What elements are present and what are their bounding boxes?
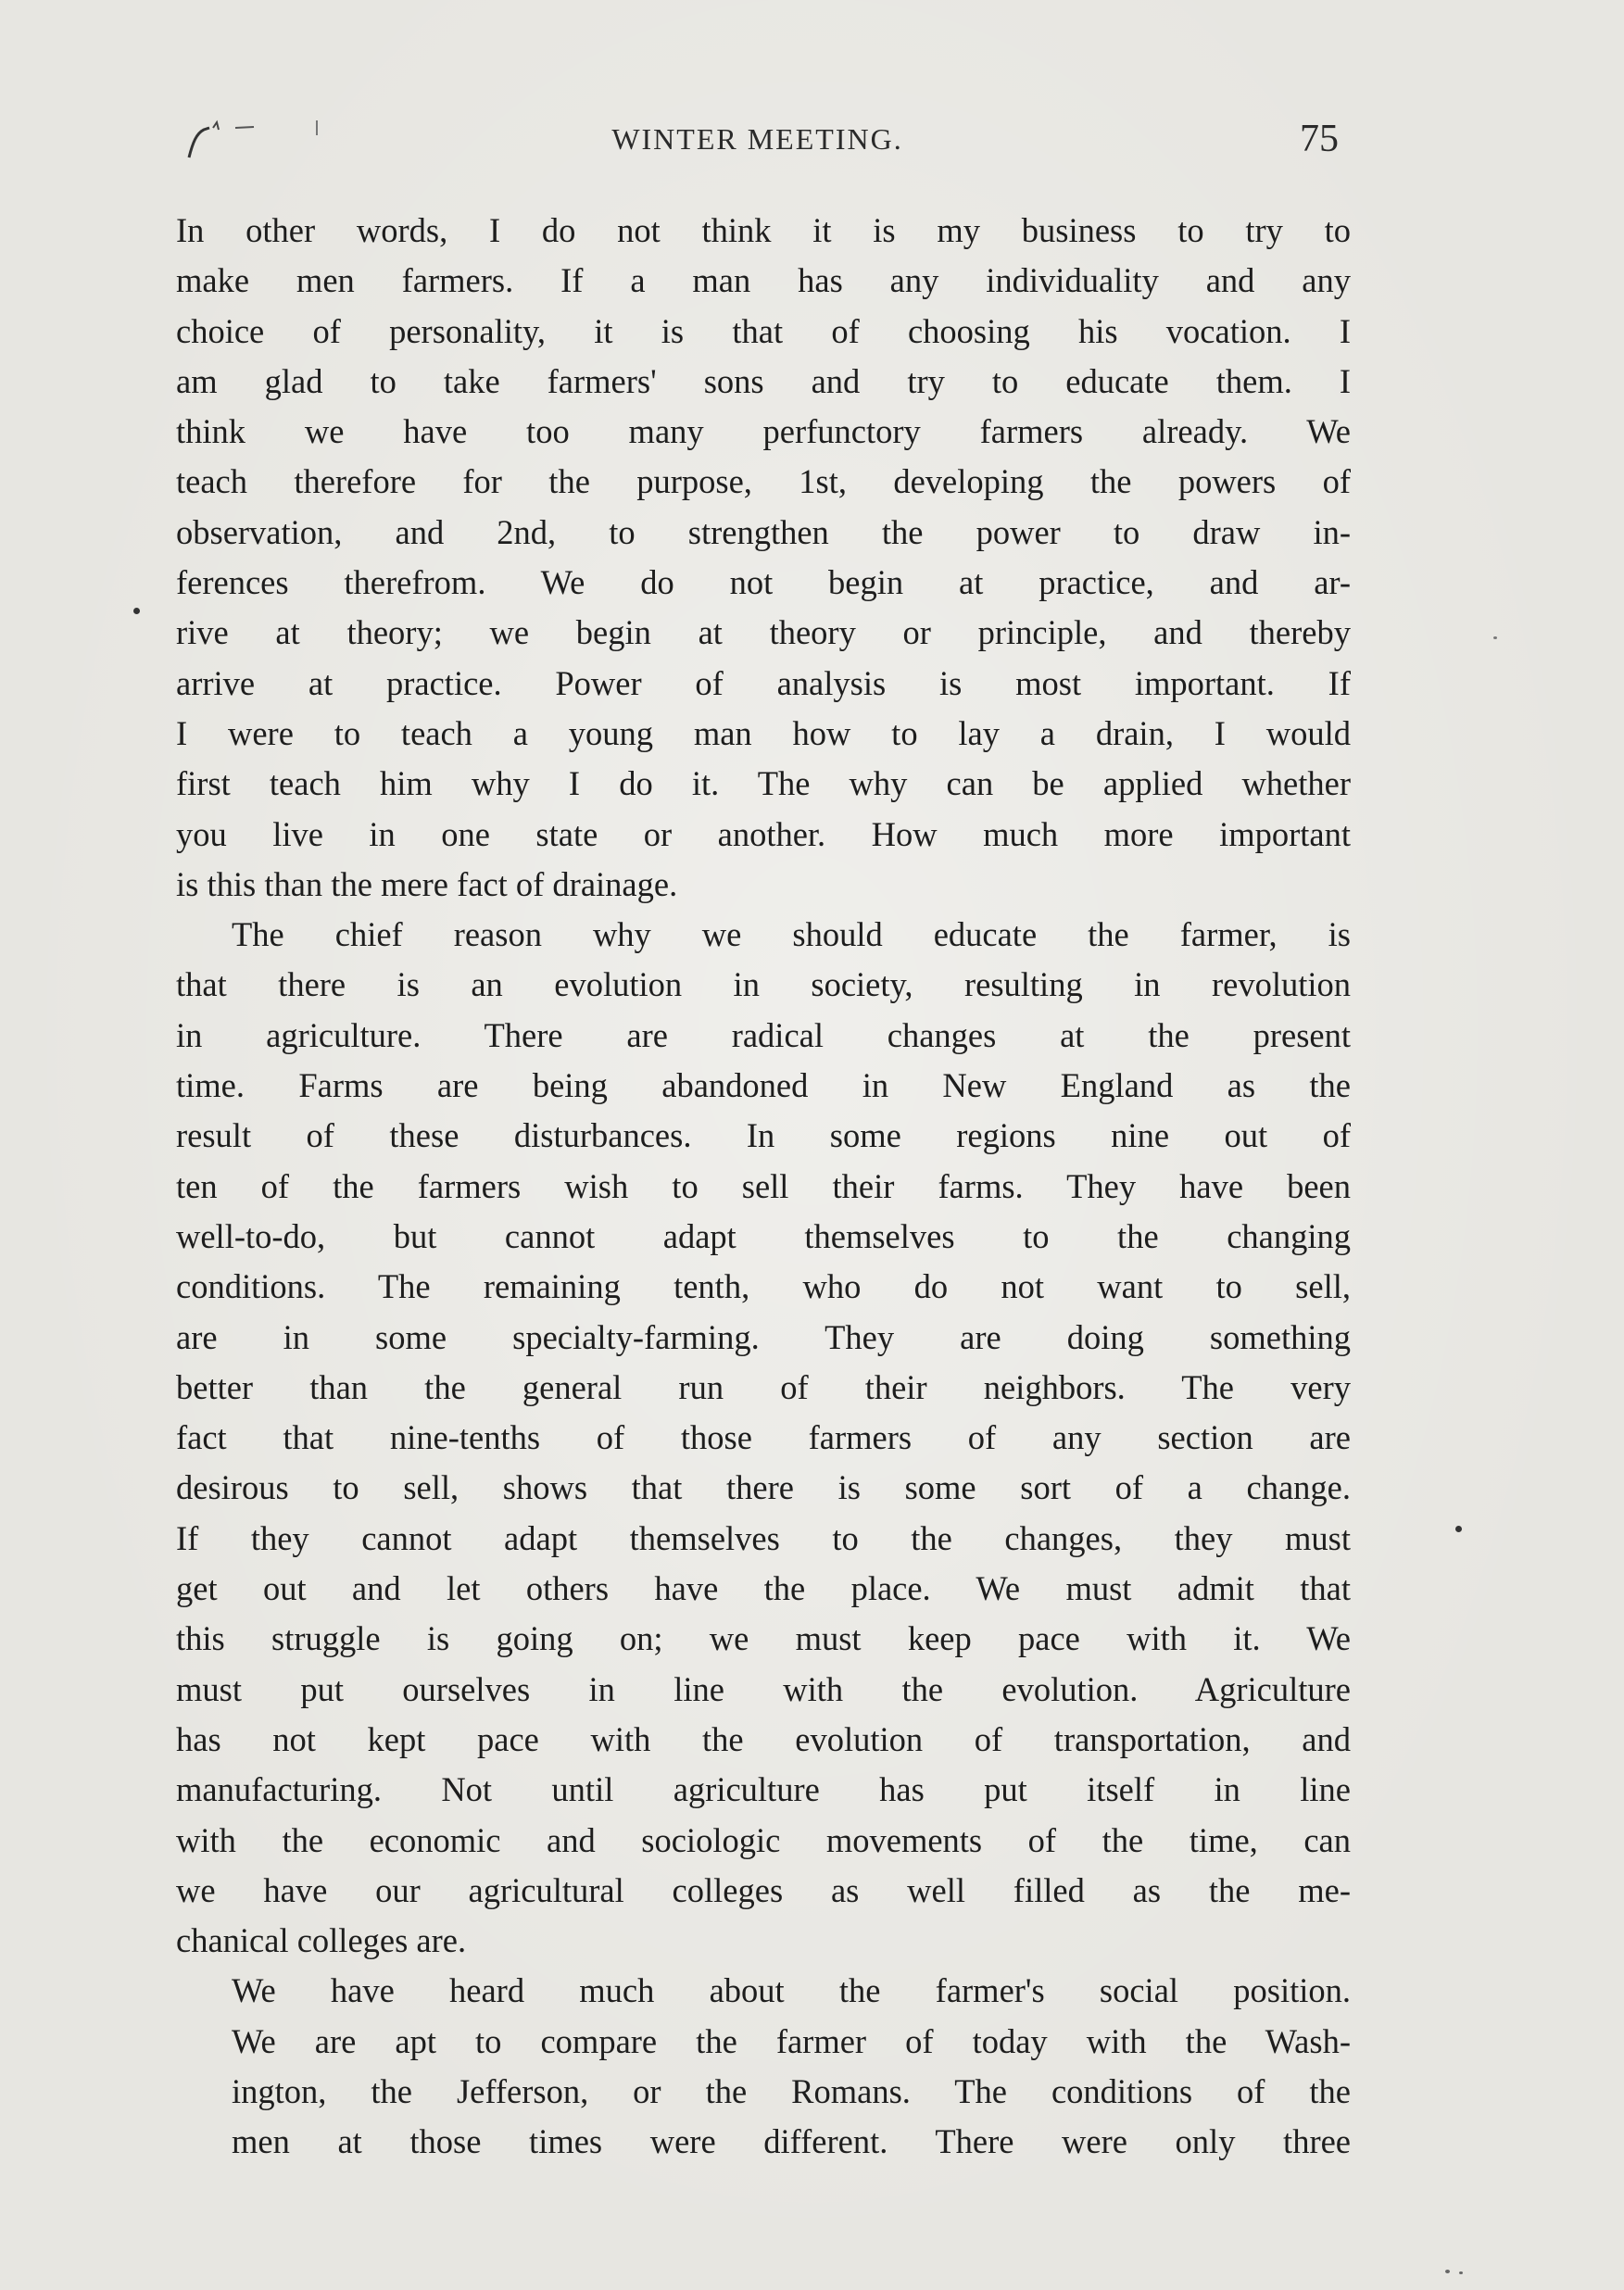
text-line: rive at theory; we begin at theory or principle, and thereby <box>176 613 1351 652</box>
text-line: first teach him why I do it. The why can be applied whether <box>176 764 1351 803</box>
text-line: chanical colleges are. <box>176 1921 467 1960</box>
text-line: has not kept pace with the evolution of transportation, and <box>176 1719 1351 1758</box>
running-title: WINTER MEETING. <box>611 122 903 156</box>
text-line: choice of personality, it is that of choosing his vocation. I <box>176 311 1351 350</box>
paragraph-3 <box>176 1966 1351 2167</box>
page-number: 75 <box>1300 118 1339 160</box>
text-line: ington, the Jefferson, or the Romans. The conditions of the <box>232 2071 1351 2110</box>
text-line: that there is an evolution in society, resulting in revolution <box>176 965 1351 1004</box>
text-line: result of these disturbances. In some regions nine out of <box>176 1116 1351 1155</box>
text-line: I were to teach a young man how to lay a drain, I would <box>176 713 1351 752</box>
text-line: with the economic and sociologic movements of the time, can <box>176 1820 1351 1859</box>
text-line: In other words, I do not think it is my business to try to <box>176 211 1351 249</box>
text-line: are in some specialty-farming. They are doing something <box>176 1317 1351 1356</box>
dust-speck <box>133 608 140 614</box>
text-line: observation, and 2nd, to strengthen the power to draw in- <box>176 512 1351 551</box>
text-line: ten of the farmers wish to sell their farms. They have been <box>176 1166 1351 1205</box>
page-header <box>176 109 1339 165</box>
text-line: If they cannot adapt themselves to the changes, they must <box>176 1518 1351 1557</box>
dust-speck <box>1445 2270 1450 2273</box>
text-line: We have heard much about the farmer's social position. <box>232 1971 1351 2010</box>
text-line: think we have too many perfunctory farmers already. We <box>176 412 1351 451</box>
text-line: in agriculture. There are radical changes at the present <box>176 1015 1351 1054</box>
paragraph-1 <box>176 206 1351 910</box>
dust-speck <box>1455 1526 1462 1532</box>
paragraph-2 <box>176 910 1351 1966</box>
text-line: time. Farms are being abandoned in New England as the <box>176 1066 1351 1105</box>
text-line: desirous to sell, shows that there is some sort of a change. <box>176 1468 1351 1507</box>
dust-speck <box>1459 2271 1463 2274</box>
text-line: teach therefore for the purpose, 1st, developing the powers of <box>176 462 1351 501</box>
text-line: fact that nine-tenths of those farmers of any section are <box>176 1418 1351 1457</box>
text-line: this struggle is going on; we must keep pace with it. We <box>176 1619 1351 1658</box>
text-line: manufacturing. Not until agriculture has put itself in line <box>176 1770 1351 1809</box>
text-line: we have our agricultural colleges as well filled as the me- <box>176 1870 1351 1909</box>
text-line: ferences therefrom. We do not begin at practice, and ar- <box>176 563 1351 602</box>
text-line: well-to-do, but cannot adapt themselves to the changing <box>176 1216 1351 1255</box>
text-line: make men farmers. If a man has any individuality and any <box>176 261 1351 300</box>
text-line: must put ourselves in line with the evolution. Agriculture <box>176 1669 1351 1708</box>
dust-speck <box>1493 636 1497 639</box>
text-line: is this than the mere fact of drainage. <box>176 864 678 903</box>
text-line: get out and let others have the place. We must admit that <box>176 1569 1351 1608</box>
text-line: The chief reason why we should educate the farmer, is <box>232 915 1351 954</box>
text-line: am glad to take farmers' sons and try to educate them. I <box>176 361 1351 400</box>
text-line: We are apt to compare the farmer of today with the Wash- <box>232 2021 1351 2060</box>
text-line: you live in one state or another. How much more important <box>176 814 1351 853</box>
text-line: better than the general run of their neighbors. The very <box>176 1367 1351 1406</box>
text-line: men at those times were different. There were only three <box>232 2122 1351 2161</box>
body-text <box>176 206 1351 2168</box>
text-line: conditions. The remaining tenth, who do not want to sell, <box>176 1267 1351 1306</box>
text-line: arrive at practice. Power of analysis is most important. If <box>176 663 1351 702</box>
